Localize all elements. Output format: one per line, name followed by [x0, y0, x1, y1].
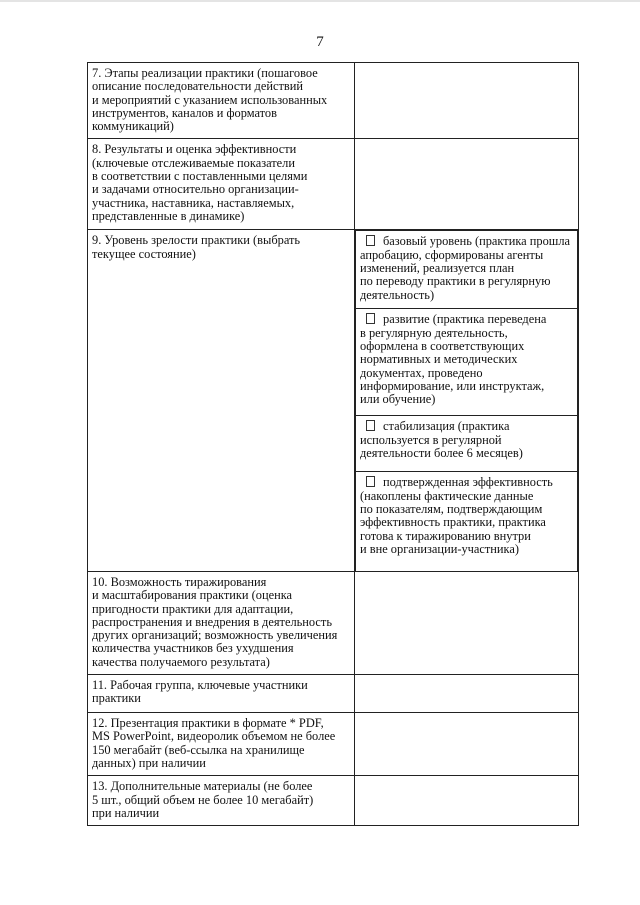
checkbox-development[interactable]: [366, 313, 375, 324]
row-label-cell: [88, 571, 355, 674]
option-text: базовый уровень (практика прошла апробацию, сформированы агенты изменений, реализуется план по переводу практики в регулярную деятельность): [360, 234, 570, 302]
row-value[interactable]: [355, 776, 578, 785]
row-value-cell[interactable]: [355, 63, 579, 139]
table-row: [88, 139, 579, 230]
maturity-option-stabilization[interactable]: [356, 416, 578, 472]
row-label-cell: [88, 675, 355, 713]
maturity-label: 9. Уровень зрелости практики (выбрать текущее состояние): [92, 233, 301, 261]
checkbox-stabilization[interactable]: [366, 420, 375, 431]
option-text: подтвержденная эффективность (накоплены фактические данные по показателям, подтверждающим эффективность практики, практика готова к тиражированию внутри и вне организации-участника): [360, 475, 553, 556]
maturity-label-cell: [88, 230, 355, 572]
row-value[interactable]: [355, 63, 578, 72]
option-text: стабилизация (практика используется в регулярной деятельности более 6 месяцев): [360, 419, 523, 461]
table-row: [88, 571, 579, 674]
table-row: [88, 776, 579, 826]
checkbox-basic[interactable]: [366, 235, 375, 246]
row-value[interactable]: [355, 139, 578, 148]
row-value-cell[interactable]: [355, 776, 579, 826]
top-edge-line: [0, 0, 640, 2]
row-value-cell[interactable]: [355, 675, 579, 713]
row-label-cell: [88, 713, 355, 776]
row-label-cell: [88, 776, 355, 826]
row-value[interactable]: [355, 713, 578, 722]
maturity-row: [88, 230, 579, 572]
row-value-cell[interactable]: [355, 713, 579, 776]
page-number: 7: [316, 34, 324, 50]
practice-form-table: [87, 62, 579, 826]
row-label: 11. Рабочая группа, ключевые участники практики: [92, 678, 308, 706]
row-label: 12. Презентация практики в формате * PDF, MS PowerPoint, видеоролик объемом не более 150 мегабайт (веб-ссылка на хранилище данных) при наличии: [92, 716, 336, 770]
row-value[interactable]: [355, 675, 578, 684]
option-text: развитие (практика переведена в регулярную деятельность, оформлена в соответствующих нормативных и методических документах, проведено информирование, или инструктаж, или обучение): [360, 312, 547, 407]
row-label: 8. Результаты и оценка эффективности (ключевые отслеживаемые показатели в соответствии с поставленными целями и задачами относительно организации- участника, наставника, наставляемых, представленные в динамике): [92, 142, 308, 223]
row-label-cell: [88, 63, 355, 139]
table-row: [88, 713, 579, 776]
maturity-option-confirmed[interactable]: [356, 472, 578, 571]
row-label-cell: [88, 139, 355, 230]
maturity-option-development[interactable]: [356, 309, 578, 416]
table-row: [88, 63, 579, 139]
maturity-options: [355, 230, 578, 571]
row-value[interactable]: [355, 572, 578, 581]
maturity-options-cell: [355, 230, 579, 572]
row-label: 13. Дополнительные материалы (не более 5 шт., общий объем не более 10 мегабайт) при наличии: [92, 779, 314, 820]
row-label: 10. Возможность тиражирования и масштабирования практики (оценка пригодности практики для адаптации, распространения и внедрения в деятельность других организаций; возможность увеличения количества участников без ухудшения качества получаемого результата): [92, 574, 338, 669]
row-value-cell[interactable]: [355, 571, 579, 674]
row-value-cell[interactable]: [355, 139, 579, 230]
checkbox-confirmed[interactable]: [366, 476, 375, 487]
maturity-option-basic[interactable]: [356, 231, 578, 309]
row-label: 7. Этапы реализации практики (пошаговое описание последовательности действий и мероприятий с указанием использованных инструментов, каналов и форматов коммуникаций): [92, 66, 328, 134]
table-row: [88, 675, 579, 713]
